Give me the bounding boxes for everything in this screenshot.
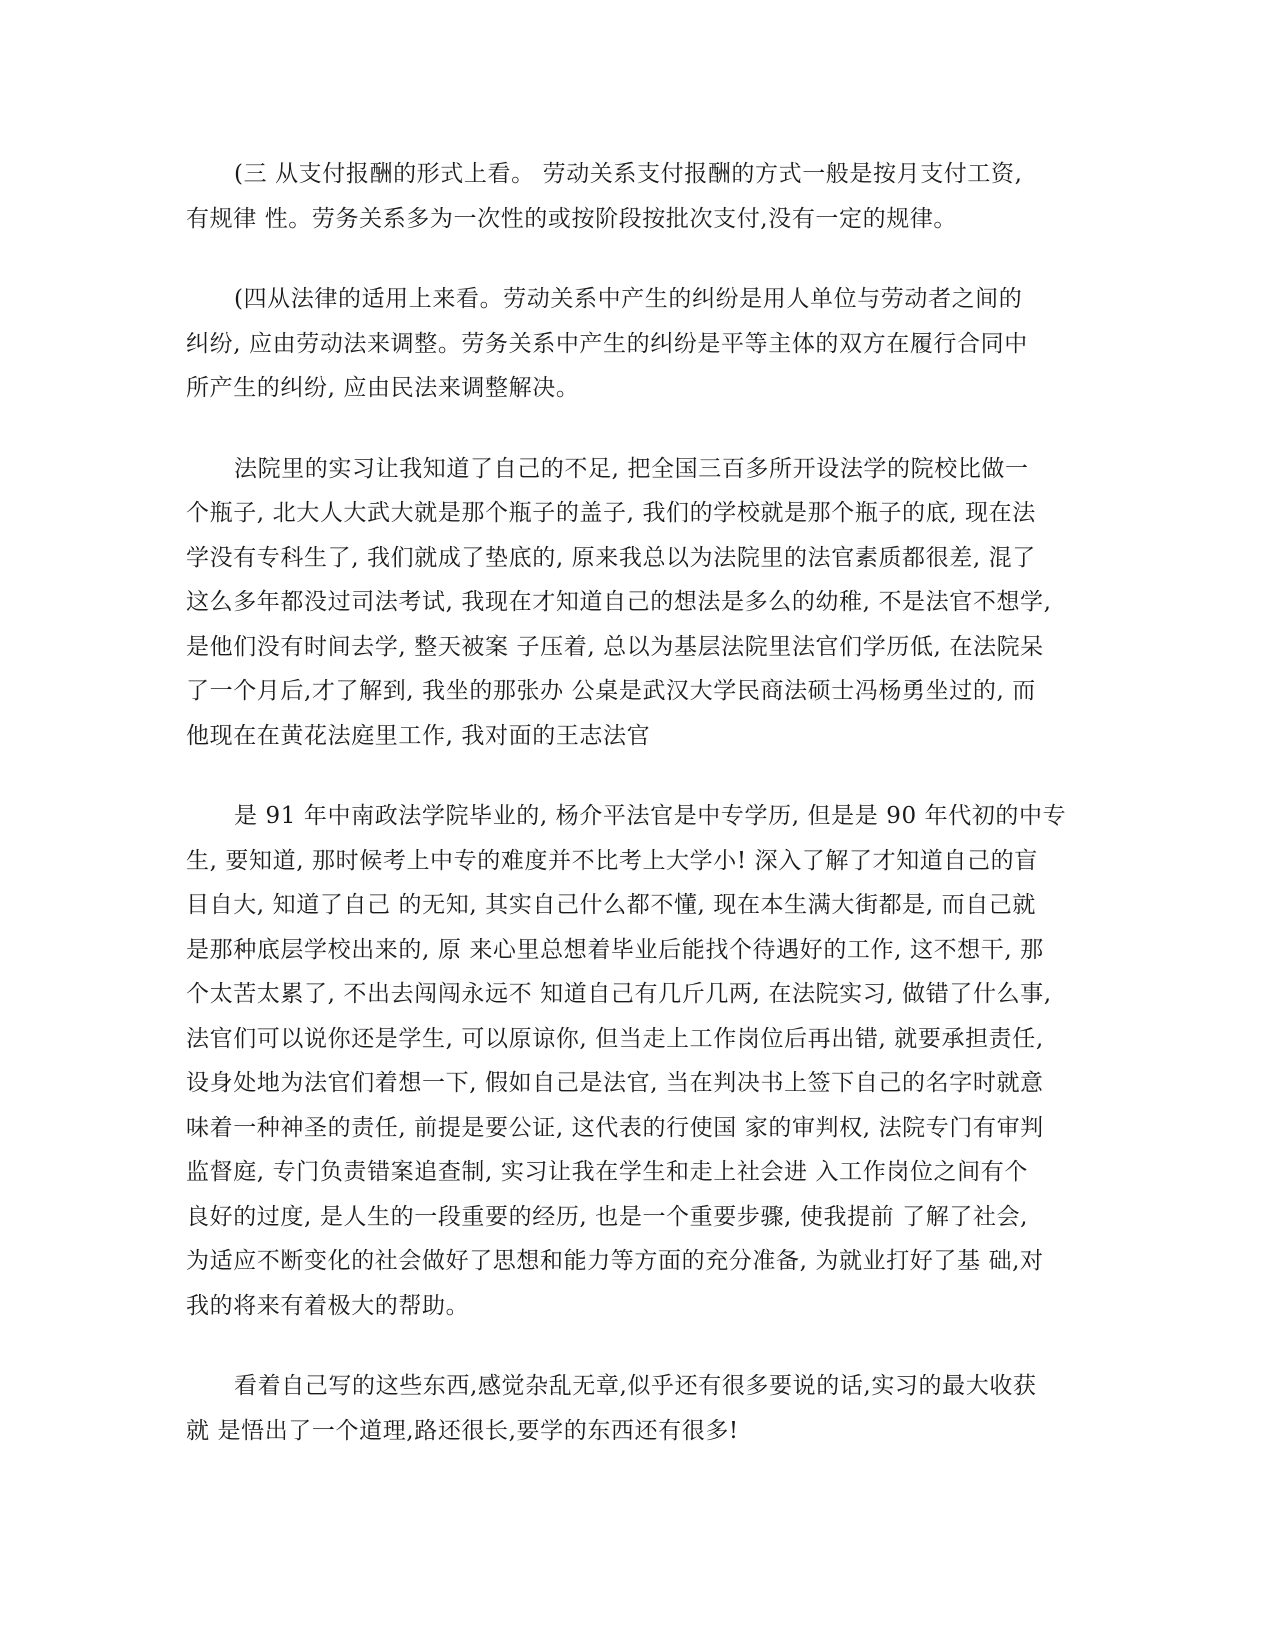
text-line: 所产生的纠纷, 应由民法来调整解决。	[186, 375, 580, 401]
text-line: 是 91 年中南政法学院毕业的, 杨介平法官是中专学历, 但是是 90 年代初的中专	[234, 803, 1067, 829]
text-line: 为适应不断变化的社会做好了思想和能力等方面的充分准备, 为就业打好了基 础,对	[186, 1248, 1044, 1274]
paragraph-conclusion	[186, 1364, 1086, 1453]
text-line: 生, 要知道, 那时候考上中专的难度并不比考上大学小! 深入了解了才知道自己的盲	[186, 847, 1038, 874]
paragraph-court-internship	[186, 447, 1086, 759]
text-line: 监督庭, 专门负责错案追查制, 实习让我在学生和走上社会进 入工作岗位之间有个	[186, 1159, 1028, 1185]
text-line: 看着自己写的这些东西,感觉杂乱无章,似乎还有很多要说的话,实习的最大收获	[234, 1373, 1037, 1399]
text-line: 有规律 性。劳务关系多为一次性的或按阶段按批次支付,没有一定的规律。	[186, 205, 958, 232]
text-line: 个太苦太累了, 不出去闯闯永远不 知道自己有几斤几两, 在法院实习, 做错了什么事,	[186, 981, 1052, 1007]
text-line: 了一个月后,才了解到, 我坐的那张办 公桌是武汉大学民商法硕士冯杨勇坐过的, 而	[186, 678, 1036, 704]
text-line: (三 从支付报酬的形式上看。 劳动关系支付报酬的方式一般是按月支付工资,	[234, 161, 1023, 187]
text-line: 设身处地为法官们着想一下, 假如自己是法官, 当在判决书上签下自己的名字时就意	[186, 1070, 1044, 1096]
text-line: 法院里的实习让我知道了自己的不足, 把全国三百多所开设法学的院校比做一	[234, 455, 1029, 482]
paragraph-judges-background	[186, 794, 1086, 1328]
text-line: 学没有专科生了, 我们就成了垫底的, 原来我总以为法院里的法官素质都很差, 混了	[186, 544, 1036, 571]
text-line: (四从法律的适用上来看。劳动关系中产生的纠纷是用人单位与劳动者之间的	[234, 286, 1023, 312]
text-line: 是他们没有时间去学, 整天被案 子压着, 总以为基层法院里法官们学历低, 在法院呆	[186, 633, 1044, 660]
paragraph-spacer	[186, 1328, 1086, 1364]
paragraph-legal-application	[186, 277, 1086, 411]
paragraph-spacer	[186, 411, 1086, 447]
text-line: 他现在在黄花法庭里工作, 我对面的王志法官	[186, 722, 651, 749]
text-line: 就 是悟出了一个道理,路还很长,要学的东西还有很多!	[186, 1417, 739, 1444]
text-line: 是那种底层学校出来的, 原 来心里总想着毕业后能找个待遇好的工作, 这不想干, 那	[186, 936, 1044, 963]
paragraph-spacer	[186, 758, 1086, 794]
text-line: 良好的过度, 是人生的一段重要的经历, 也是一个重要步骤, 使我提前 了解了社会,	[186, 1203, 1029, 1230]
paragraph-payment-form	[186, 152, 1086, 241]
text-line: 我的将来有着极大的帮助。	[186, 1292, 470, 1319]
text-line: 这么多年都没过司法考试, 我现在才知道自己的想法是多么的幼稚, 不是法官不想学,	[186, 589, 1052, 615]
text-line: 纠纷, 应由劳动法来调整。劳务关系中产生的纠纷是平等主体的双方在履行合同中	[186, 330, 1028, 357]
text-line: 味着一种神圣的责任, 前提是要公证, 这代表的行使国 家的审判权, 法院专门有审判	[186, 1114, 1044, 1141]
text-line: 法官们可以说你还是学生, 可以原谅你, 但当走上工作岗位后再出错, 就要承担责任,	[186, 1025, 1044, 1052]
paragraph-spacer	[186, 241, 1086, 277]
text-line: 目自大, 知道了自己 的无知, 其实自己什么都不懂, 现在本生满大街都是, 而自己就	[186, 892, 1036, 918]
document-body	[186, 152, 1086, 1453]
text-line: 个瓶子, 北大人大武大就是那个瓶子的盖子, 我们的学校就是那个瓶子的底, 现在法	[186, 500, 1036, 526]
